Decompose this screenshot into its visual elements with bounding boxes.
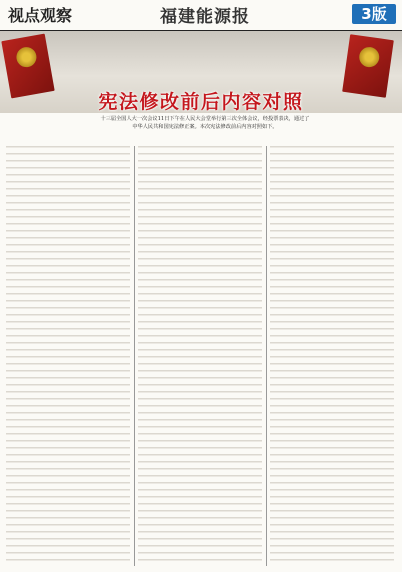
- paper-title: 福建能源报: [160, 7, 250, 27]
- column-divider: [266, 146, 267, 566]
- article-column-middle: [138, 146, 262, 566]
- article-column-left: [6, 146, 130, 566]
- page-number-badge: 3版: [352, 4, 396, 24]
- lead-paragraph: 十三届全国人大一次会议11日下午在人民大会堂举行第三次全体会议，经投票表决，通过了中华人民共和国宪法修正案。本次宪法修改前后内容对照如下。: [100, 116, 310, 130]
- article-columns: [6, 146, 396, 566]
- headline-banner: [0, 31, 402, 113]
- unreadable-text-block: [138, 146, 262, 566]
- article-column-right: [270, 146, 394, 566]
- page-headline: 宪法修改前后内容对照: [98, 91, 304, 113]
- unreadable-text-block: [270, 146, 394, 566]
- column-divider: [134, 146, 135, 566]
- section-name: 视点观察: [8, 6, 73, 25]
- masthead: [0, 0, 402, 31]
- unreadable-text-block: [6, 146, 130, 566]
